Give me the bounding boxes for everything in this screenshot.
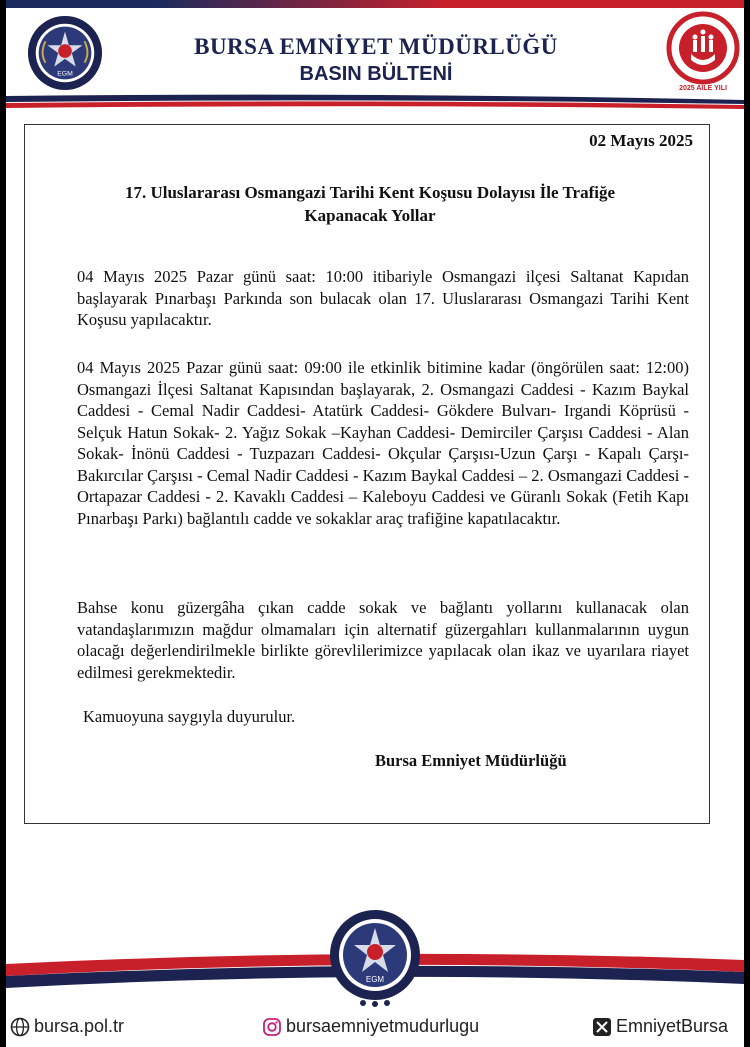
top-color-band	[6, 0, 744, 8]
instagram-icon	[262, 1017, 282, 1037]
aile-yili-logo	[666, 10, 740, 92]
document-box	[24, 124, 710, 824]
header-stripes	[6, 94, 744, 112]
x-link[interactable]	[592, 1016, 728, 1037]
signature: Bursa Emniyet Müdürlüğü	[375, 751, 567, 770]
release-title-line2: Kapanacak Yollar	[304, 206, 436, 225]
police-badge-icon	[26, 14, 104, 92]
website-text: bursa.pol.tr	[34, 1016, 125, 1036]
paragraph-1: 04 Mayıs 2025 Pazar günü saat: 10:00 itibariyle Osmangazi ilçesi Saltanat Kapıdan başlayarak Pınarbaşı Parkında son bulacak olan 17. Uluslararası Osmangazi Tarihi Kent Koşusu yapılacaktır.	[77, 267, 689, 329]
closing-line: Kamuoyuna saygıyla duyurulur.	[83, 707, 296, 726]
press-release-page	[6, 0, 744, 1047]
paragraph-3: Bahse konu güzergâha çıkan cadde sokak ve bağlantı yollarını kullanacak olan vatandaşlarımızın mağdur olmamaları için alternatif güzergahları kullanmalarının uygun olacağı değerlendirilmekle birlikte görevlilerimizce yapılacak olan ikaz ve uyarılara riayet edilmesi gerekmektedir.	[77, 598, 689, 682]
website-link[interactable]	[10, 1016, 124, 1037]
footer-contact-row	[6, 1012, 744, 1042]
svg-text:EGM: EGM	[57, 70, 73, 78]
instagram-link[interactable]	[262, 1016, 479, 1037]
release-title	[85, 181, 655, 227]
x-handle-text: EmniyetBursa	[616, 1016, 729, 1036]
svg-text:2025 AİLE YILI: 2025 AİLE YILI	[679, 85, 727, 92]
header-subtitle: BASIN BÜLTENİ	[299, 63, 453, 85]
paragraph-2: 04 Mayıs 2025 Pazar günü saat: 09:00 ile etkinlik bitimine kadar (öngörülen saat: 12:00) Osmangazi İlçesi Saltanat Kapısından başlayarak, 2. Osmangazi Caddesi - Kazım Baykal Caddesi - Cemal Nadir Caddesi- Atatürk Caddesi- Gökdere Bulvarı- Irgandi Köprüsü - Selçuk Hatun Sokak- 2. Yağız Sokak –Kayhan Caddesi- Demirciler Çarşısı Caddesi - Alan Sokak- İnönü Caddesi - Tuzpazarı Caddesi- Okçular Çarşısı-Uzun Çarşı - Kapalı Çarşı- Bakırcılar Çarşısı - Cemal Nadir Caddesi - Kazım Baykal Caddesi – 2. Osmangazi Caddesi - Ortapazar Caddesi - 2. Kavaklı Caddesi – Kaleboyu Caddesi ve Güranlı Sokak (Fetih Kapı Pınarbaşı Parkı) bağlantılı cadde ve sokaklar araç trafiğine kapatılacaktır.	[77, 358, 689, 528]
header-title: BURSA EMNİYET MÜDÜRLÜĞÜ	[194, 34, 558, 59]
footer-police-badge-icon	[328, 908, 422, 1008]
release-title-line1: 17. Uluslararası Osmangazi Tarihi Kent Koşusu Dolayısı İle Trafiğe	[124, 183, 616, 202]
x-icon	[592, 1017, 612, 1037]
globe-icon	[10, 1017, 30, 1037]
svg-text:EGM: EGM	[365, 975, 385, 984]
release-date: 02 Mayıs 2025	[589, 131, 693, 150]
instagram-text: bursaemniyetmudurlugu	[286, 1016, 480, 1036]
